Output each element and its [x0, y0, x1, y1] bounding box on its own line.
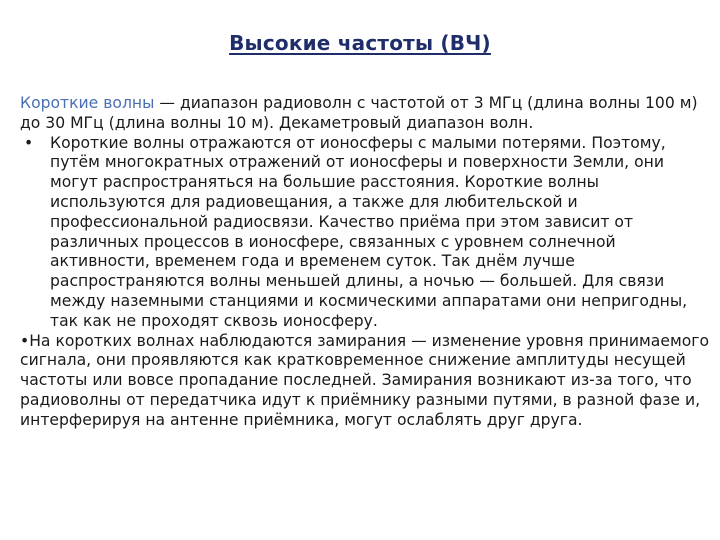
intro-text: — диапазон радиоволн с частотой от 3 МГц (длина волны 100 м) до 30 МГц (длина волны 10 м). Декаметровый диапазон волн.: [20, 94, 698, 132]
bullet-text: На коротких волнах наблюдаются замирания — изменение уровня принимаемого сигнала, они проявляются как кратковременное снижение амплитуды несущей частоты или вовсе пропадание последней. Замирания возникают из-за того, что радиоволны от передатчика идут к приёмнику разными путями, в разной фазе и, интерферируя на антенне приёмника, могут ослаблять друг друга.: [20, 331, 709, 429]
slide-title: Высокие частоты (ВЧ): [229, 31, 491, 55]
bullet-item-fading: [20, 332, 712, 431]
bullet-marker: •: [20, 331, 30, 350]
bullet-text: Короткие волны отражаются от ионосферы с малыми потерями. Поэтому, путём многократных отражений от ионосферы и поверхности Земли, они могут распространяться на большие расстояния. Короткие волны используются для радиовещания, а также для любительской и профессиональной радиосвязи. Качество приёма при этом зависит от различных процессов в ионосфере, связанных с уровнем солнечной активности, временем года и временем суток. Так днём лучше распространяются волны меньшей длины, а ночью — большей. Для связи между наземными станциями и космическими аппаратами они непригодны, так как не проходят сквозь ионосферу.: [50, 133, 688, 330]
intro-paragraph: [20, 94, 712, 134]
intro-term: Короткие волны: [20, 94, 155, 112]
bullet-item-shortwave-reflection: [20, 134, 712, 332]
bullet-marker: •: [24, 133, 34, 152]
slide-body: [20, 94, 712, 431]
